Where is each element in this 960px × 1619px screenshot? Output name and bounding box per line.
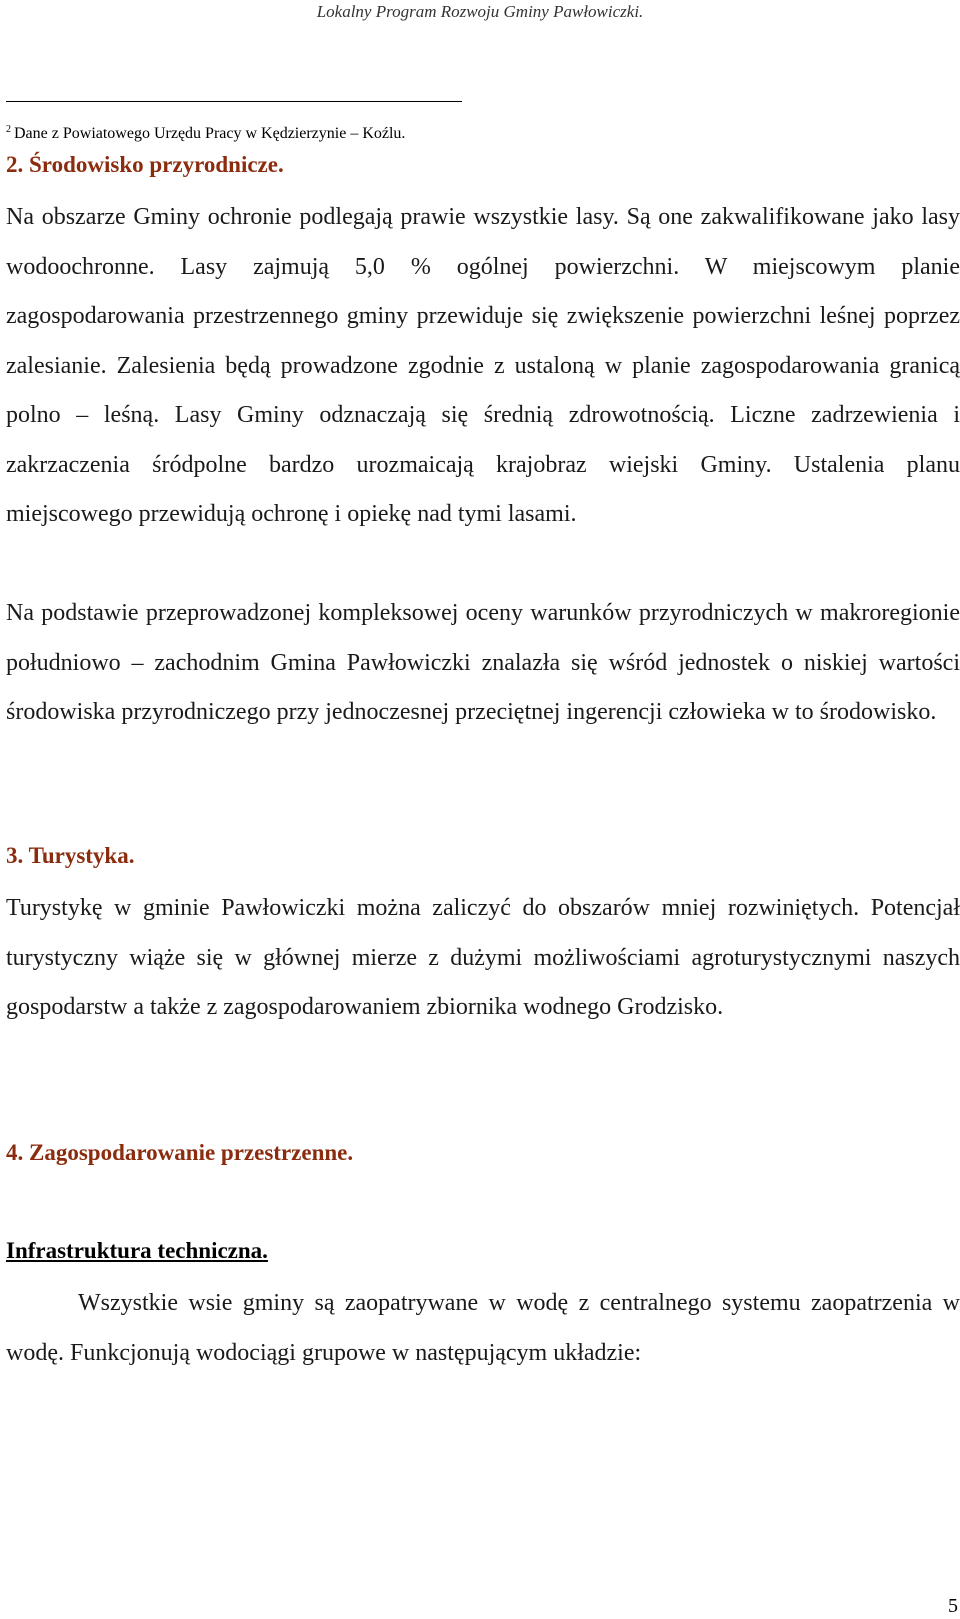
paragraph-environment-2: Na podstawie przeprowadzonej kompleksowej oceny warunków przyrodniczych w makroregionie południowo – zachodnim Gmina Pawłowiczki znalazła się wśród jednostek o niskiej wartości środowiska przyrodniczego przy jednoczesnej przeciętnej ingerencji człowieka w to środowisko. [6, 600, 960, 725]
subheading-infrastructure: Infrastruktura techniczna. [6, 1238, 268, 1263]
paragraph-environment-1: Na obszarze Gminy ochronie podlegają prawie wszystkie lasy. Są one zakwalifikowane jako lasy wodoochronne. Lasy zajmują 5,0 % ogólnej powierzchni. W miejscowym planie zagospodarowania przestrzennego gminy przewiduje się zwiększenie powierzchni leśnej poprzez zalesianie. Zalesienia będą prowadzone zgodnie z ustaloną w planie zagospodarowania granicą polno – leśną. Lasy Gminy odznaczają się średnią zdrowotnością. Liczne zadrzewienia i zakrzaczenia śródpolne bardzo urozmaicają krajobraz wiejski Gminy. Ustalenia planu miejscowego przewidują ochronę i opiekę nad tymi lasami. [6, 204, 960, 527]
page-number: 5 [948, 1595, 958, 1617]
paragraph-tourism-1: Turystykę w gminie Pawłowiczki można zaliczyć do obszarów mniej rozwiniętych. Potencjał turystyczny wiąże się w głównej mierze z dużymi możliwościami agroturystycznymi naszych gospodarstw a także z zagospodarowaniem zbiornika wodnego Grodzisko. [6, 895, 960, 1020]
running-header: Lokalny Program Rozwoju Gminy Pawłowiczki. [316, 2, 644, 21]
section-heading-environment: 2. Środowisko przyrodnicze. [6, 152, 284, 177]
footnote-divider [6, 101, 462, 102]
paragraph-infrastructure-1: Wszystkie wsie gminy są zaopatrywane w wodę z centralnego systemu zaopatrzenia w wodę. Funkcjonują wodociągi grupowe w następującym układzie: [6, 1290, 960, 1366]
footnote [6, 124, 405, 143]
footnote-number: 2 [6, 124, 11, 135]
footnote-text: Dane z Powiatowego Urzędu Pracy w Kędzierzynie – Koźlu. [14, 125, 406, 142]
section-heading-tourism: 3. Turystyka. [6, 843, 135, 868]
section-heading-spatial: 4. Zagospodarowanie przestrzenne. [6, 1140, 354, 1165]
